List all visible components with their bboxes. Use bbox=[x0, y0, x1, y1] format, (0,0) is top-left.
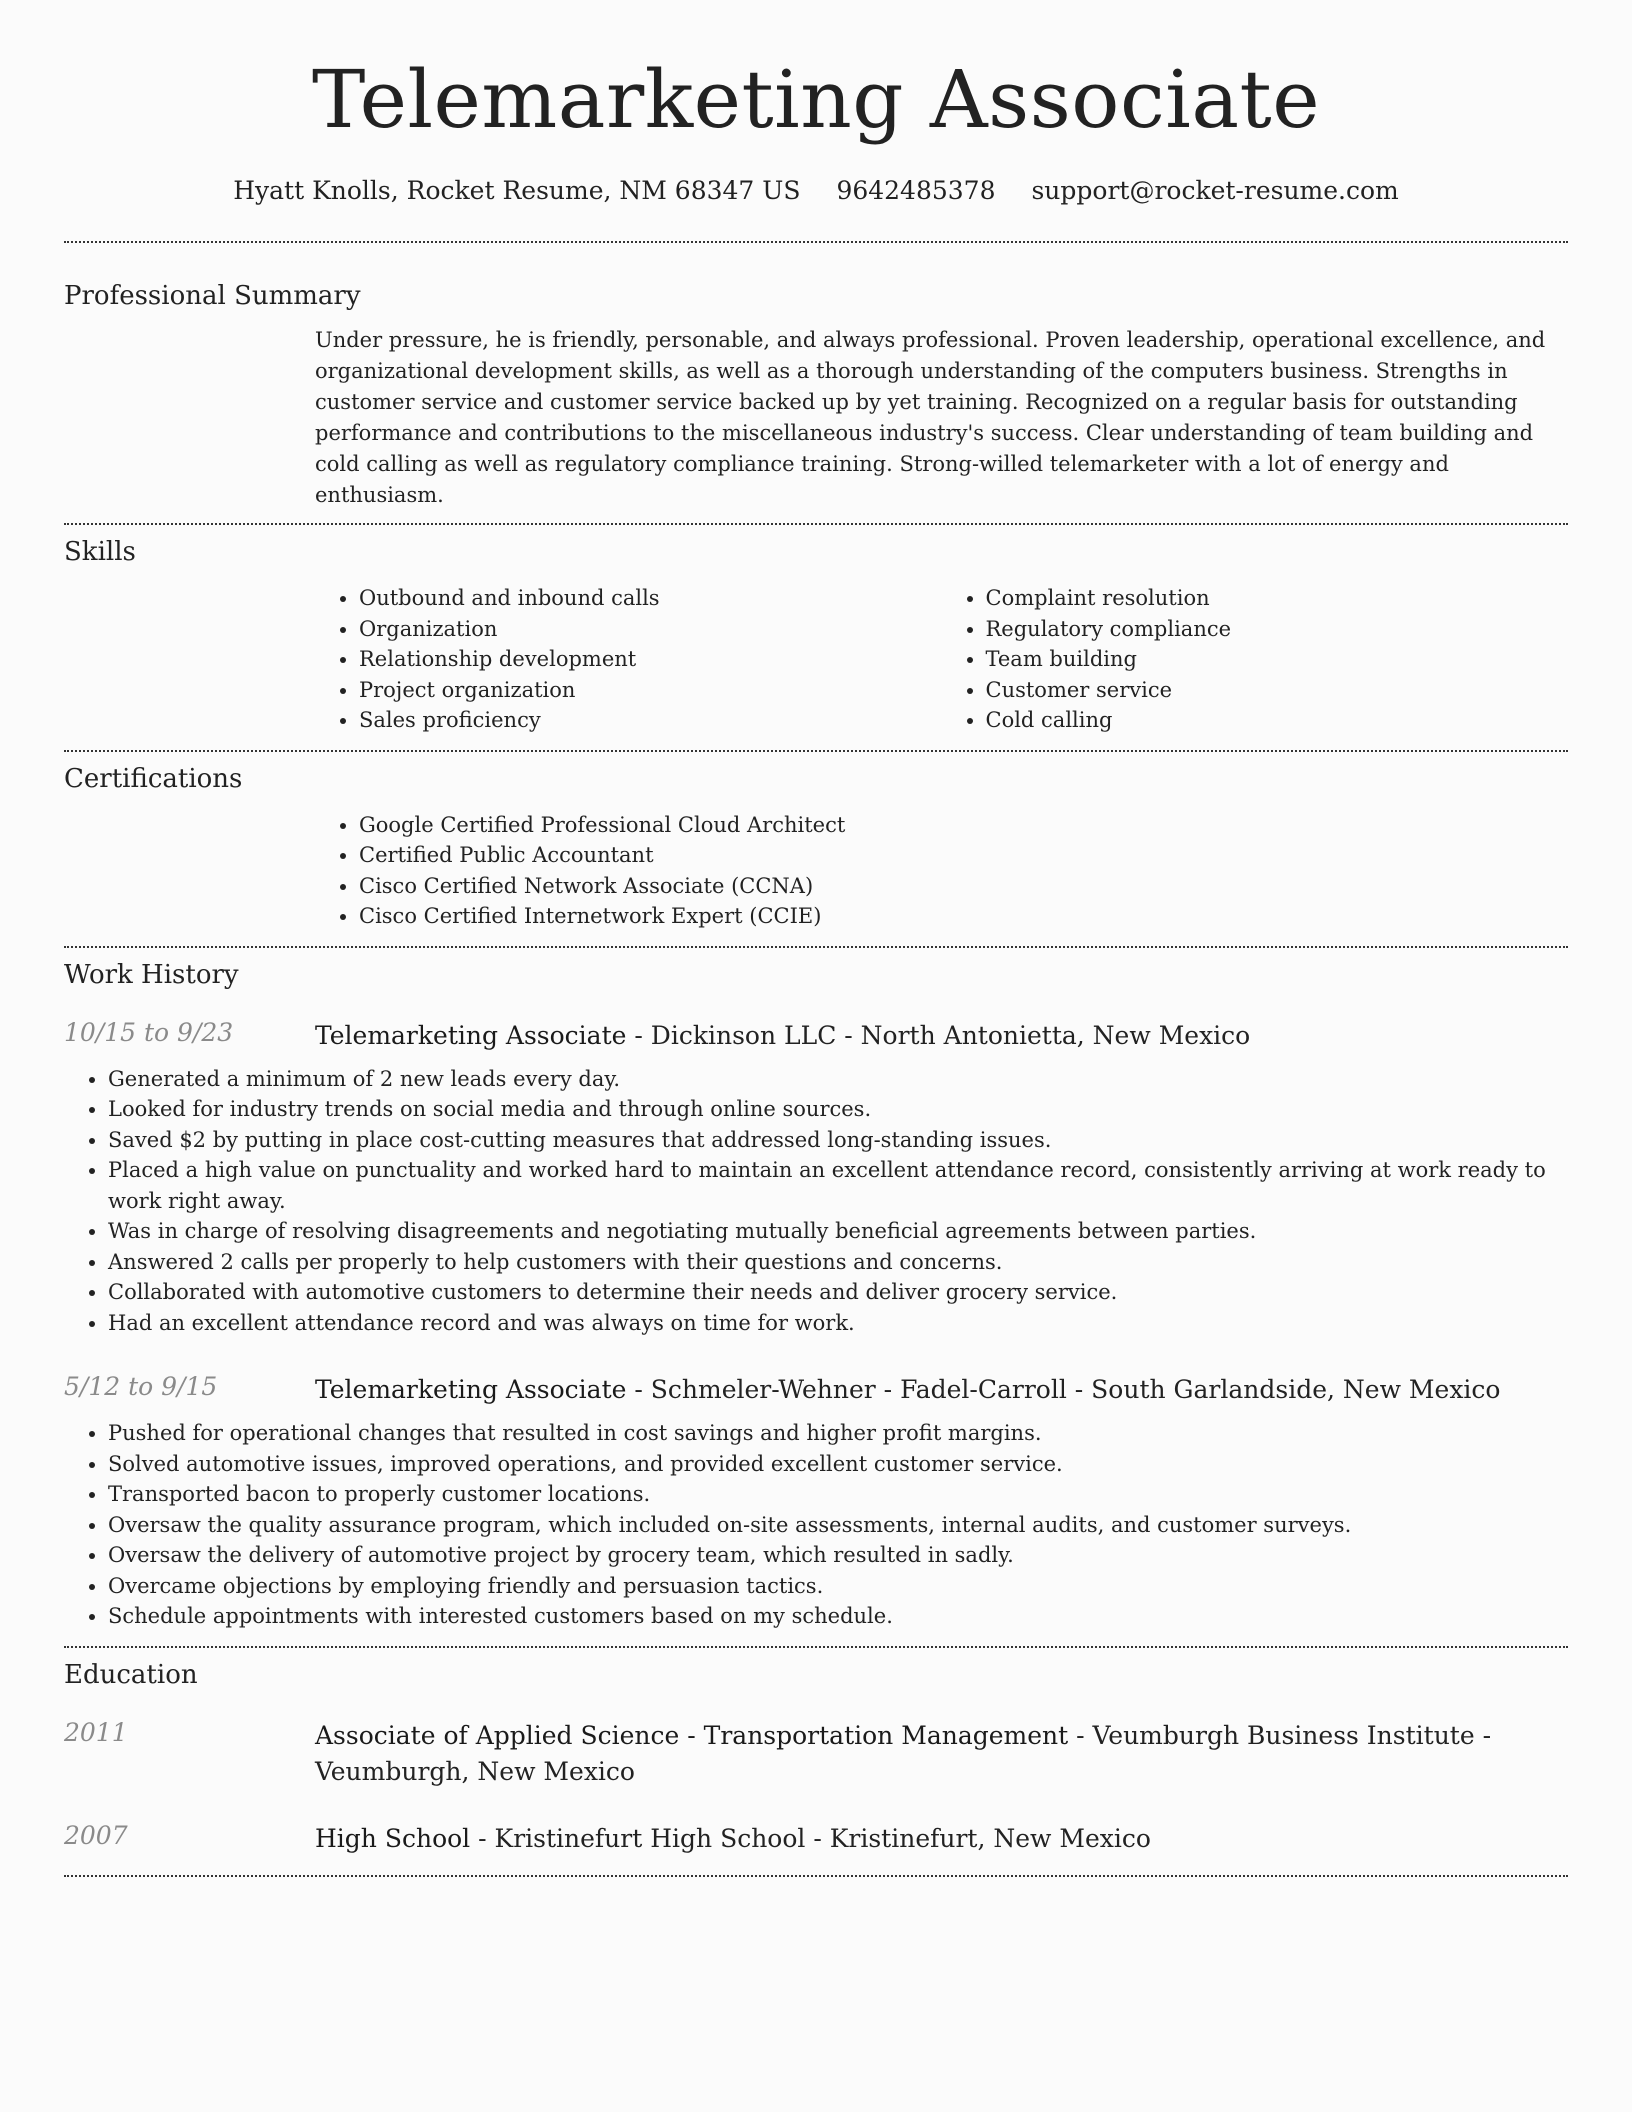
skill-item: • Project organization bbox=[359, 675, 942, 706]
skill-item: • Sales proficiency bbox=[359, 705, 942, 736]
divider bbox=[64, 946, 1568, 948]
job-dates: 10/15 to 9/23 bbox=[64, 1017, 234, 1047]
certification-item: • Cisco Certified Network Associate (CCNA) bbox=[359, 871, 1568, 902]
job-header bbox=[64, 1018, 1568, 1054]
skills-list-right bbox=[942, 583, 1569, 736]
job-title bbox=[315, 1372, 1500, 1408]
education-details: - Kristinefurt High School - Kristinefurt, New Mexico bbox=[470, 1823, 1151, 1853]
skill-item: • Outbound and inbound calls bbox=[359, 583, 942, 614]
job-bullet: • Was in charge of resolving disagreements and negotiating mutually beneficial agreements between parties. bbox=[108, 1216, 1568, 1247]
job-bullet: • Transported bacon to properly customer locations. bbox=[108, 1479, 1568, 1510]
certifications-heading: Certifications bbox=[64, 763, 243, 794]
job-bullet: • Saved $2 by putting in place cost-cutting measures that addressed long-standing issues. bbox=[108, 1125, 1568, 1156]
job-details: - Schmeler-Wehner - Fadel-Carroll - South Garlandside, New Mexico bbox=[626, 1375, 1501, 1404]
job-bullets bbox=[64, 1064, 1568, 1339]
divider bbox=[64, 241, 1568, 243]
skill-item: • Organization bbox=[359, 614, 942, 645]
education-entry bbox=[64, 1718, 1568, 1790]
job-bullet: • Answered 2 calls per properly to help customers with their questions and concerns. bbox=[108, 1247, 1568, 1278]
certification-item: • Google Certified Professional Cloud Architect bbox=[359, 810, 1568, 841]
certification-item: • Cisco Certified Internetwork Expert (CCIE) bbox=[359, 901, 1568, 932]
job-header bbox=[64, 1372, 1568, 1408]
skills-grid bbox=[315, 583, 1568, 736]
job-dates: 5/12 to 9/15 bbox=[64, 1372, 218, 1401]
skill-item: • Regulatory compliance bbox=[986, 614, 1569, 645]
education-heading: Education bbox=[64, 1659, 198, 1690]
job-bullet: • Generated a minimum of 2 new leads every day. bbox=[108, 1064, 1568, 1095]
skill-item: • Cold calling bbox=[986, 705, 1569, 736]
skills-list-left bbox=[315, 583, 942, 736]
job-role: Telemarketing Associate bbox=[315, 1020, 627, 1050]
job-role: Telemarketing Associate bbox=[315, 1375, 627, 1404]
education-details: - Veumburgh Business Institute - Veumburgh, New Mexico bbox=[315, 1720, 1492, 1786]
contact-address: Hyatt Knolls, Rocket Resume, NM 68347 US bbox=[233, 176, 801, 205]
job-bullets bbox=[64, 1418, 1568, 1632]
job-bullet: • Had an excellent attendance record and was always on time for work. bbox=[108, 1308, 1568, 1339]
contact-line bbox=[64, 176, 1568, 205]
divider bbox=[64, 523, 1568, 525]
contact-phone: 9642485378 bbox=[836, 176, 996, 205]
education-title bbox=[315, 1821, 1151, 1857]
contact-email[interactable]: support@rocket-resume.com bbox=[1031, 176, 1399, 205]
education-year: 2011 bbox=[64, 1717, 128, 1747]
job-bullet: • Solved automotive issues, improved operations, and provided excellent customer service. bbox=[108, 1449, 1568, 1480]
skills-heading: Skills bbox=[64, 537, 136, 567]
summary-text: Under pressure, he is friendly, personable, and always professional. Proven leadership, operational excellence, and organizational development skills, as well as a thorough understanding of the computers business. Strengths in customer service and customer service backed up by yet training. Recognized on a regular basis for outstanding performance and contributions to the miscellaneous industry's success. Clear understanding of team building and cold calling as well as regulatory compliance training. Strong-willed telemarketer with a lot of energy and enthusiasm. bbox=[315, 328, 1546, 507]
job-bullet: • Oversaw the delivery of automotive project by grocery team, which resulted in sadly. bbox=[108, 1540, 1568, 1571]
job-title bbox=[315, 1018, 1250, 1054]
work-history-heading: Work History bbox=[64, 959, 239, 990]
divider bbox=[64, 1646, 1568, 1648]
job-details: - Dickinson LLC - North Antonietta, New Mexico bbox=[626, 1020, 1251, 1050]
work-history-section bbox=[64, 960, 1568, 1632]
job-bullet: • Placed a high value on punctuality and worked hard to maintain an excellent attendance record, consistently arriving at work ready to work right away. bbox=[108, 1155, 1568, 1216]
education-title bbox=[315, 1718, 1568, 1790]
job-entry bbox=[64, 1018, 1568, 1339]
skill-item: • Team building bbox=[986, 644, 1569, 675]
education-section bbox=[64, 1660, 1568, 1857]
resume-name: Telemarketing Associate bbox=[311, 53, 1321, 146]
job-bullet: • Oversaw the quality assurance program, which included on-site assessments, internal audits, and customer surveys. bbox=[108, 1510, 1568, 1541]
job-bullet: • Schedule appointments with interested customers based on my schedule. bbox=[108, 1601, 1568, 1632]
education-degree: Associate of Applied Science - Transportation Management bbox=[315, 1720, 1069, 1750]
job-bullet: • Collaborated with automotive customers to determine their needs and deliver grocery service. bbox=[108, 1277, 1568, 1308]
divider bbox=[64, 1875, 1568, 1877]
certifications-section bbox=[64, 764, 1568, 932]
education-year: 2007 bbox=[64, 1820, 128, 1850]
certifications-list bbox=[315, 810, 1568, 932]
skill-item: • Customer service bbox=[986, 675, 1569, 706]
job-bullet: • Looked for industry trends on social media and through online sources. bbox=[108, 1094, 1568, 1125]
summary-heading: Professional Summary bbox=[64, 281, 361, 311]
divider bbox=[64, 750, 1568, 752]
education-degree: High School bbox=[315, 1823, 471, 1853]
education-entry bbox=[64, 1821, 1568, 1857]
skills-section bbox=[64, 537, 1568, 736]
certification-item: • Certified Public Accountant bbox=[359, 840, 1568, 871]
job-entry bbox=[64, 1372, 1568, 1632]
skill-item: • Complaint resolution bbox=[986, 583, 1569, 614]
job-bullet: • Overcame objections by employing friendly and persuasion tactics. bbox=[108, 1571, 1568, 1602]
job-bullet: • Pushed for operational changes that resulted in cost savings and higher profit margins. bbox=[108, 1418, 1568, 1449]
summary-section bbox=[64, 281, 1568, 511]
skill-item: • Relationship development bbox=[359, 644, 942, 675]
